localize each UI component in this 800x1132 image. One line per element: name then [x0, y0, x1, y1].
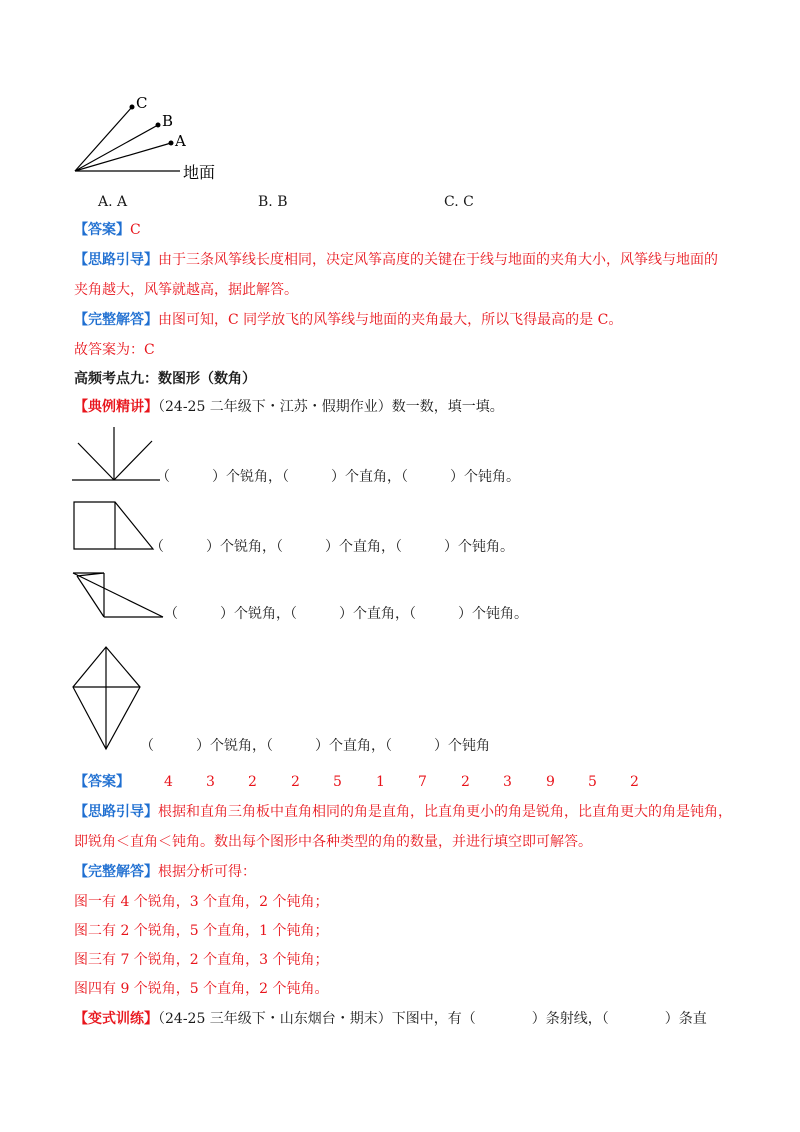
answer-1 [74, 221, 141, 239]
answer-value: 5 [333, 774, 342, 790]
label-c: C [136, 94, 148, 112]
guide-1-line1 [74, 251, 718, 269]
answer-value: 7 [418, 774, 427, 790]
variant-line [74, 1010, 707, 1028]
full-answer-1 [74, 311, 622, 329]
full-answer-tag: 【完整解答】 [74, 312, 158, 328]
label-b: B [162, 112, 174, 130]
full-answer-2-text: 根据分析可得： [158, 864, 256, 880]
blank-row-2: （ ）个锐角，（ ）个直角，（ ）个钝角。 [150, 539, 514, 555]
full-answer-2 [74, 863, 256, 881]
example-text: （24-25 二年级下・江苏・假期作业）数一数，填一填。 [158, 399, 504, 415]
full-answer-line: 图二有 2 个锐角，5 个直角，1 个钝角； [74, 923, 329, 939]
answer-value: 2 [461, 774, 470, 790]
choice-c: C. C [444, 194, 474, 210]
kite-lines-figure [70, 90, 250, 185]
full-answer-text: 由图可知，C 同学放飞的风筝线与地面的夹角最大，所以飞得最高的是 C。 [158, 312, 623, 328]
answer-value: 3 [503, 774, 512, 790]
figure-3-triangles [70, 570, 170, 622]
answer-value: 1 [376, 774, 385, 790]
answer-text: C [130, 222, 141, 238]
variant-tag: 【变式训练】 [74, 1011, 158, 1027]
answer-tag: 【答案】 [74, 222, 130, 238]
guide-text: 由于三条风筝线长度相同，决定风筝高度的关键在于线与地面的夹角大小，风筝线与地面的 [158, 252, 718, 268]
answer-value: 5 [588, 774, 597, 790]
figure-4-kite [70, 645, 145, 753]
blank-row-3: （ ）个锐角，（ ）个直角，（ ）个钝角。 [164, 606, 528, 622]
answer-value: 4 [164, 774, 173, 790]
answer-value: 2 [291, 774, 300, 790]
figure-2-trapezoid [70, 497, 160, 555]
example-header [74, 398, 504, 416]
answer-value: 9 [546, 774, 555, 790]
choice-a: A. A [98, 194, 128, 210]
guide-2-line2: 即锐角＜直角＜钝角。数出每个图形中各种类型的角的数量，并进行填空即可解答。 [74, 834, 592, 850]
label-a: A [175, 132, 186, 150]
answer-value: 2 [248, 774, 257, 790]
full-answer-line: 图一有 4 个锐角，3 个直角，2 个钝角； [74, 894, 329, 910]
answer-value: 3 [206, 774, 215, 790]
conclusion-1: 故答案为：C [74, 342, 155, 358]
guide-1-line2: 夹角越大，风筝就越高，据此解答。 [74, 282, 298, 298]
section-title: 高频考点九：数图形（数角） [74, 371, 256, 387]
choice-b: B. B [258, 194, 288, 210]
answer-2-tag: 【答案】 [74, 774, 130, 790]
guide-2-line1 [74, 803, 732, 821]
guide-2-tag: 【思路引导】 [74, 804, 158, 820]
blank-row-4: （ ）个锐角，（ ）个直角，（ ）个钝角 [140, 738, 490, 754]
variant-text: （24-25 三年级下・山东烟台・期末）下图中，有（ ）条射线，（ ）条直 [158, 1011, 707, 1027]
answer-value: 2 [630, 774, 639, 790]
full-answer-line: 图四有 9 个锐角，5 个直角，2 个钝角。 [74, 981, 329, 997]
example-tag: 【典例精讲】 [74, 399, 158, 415]
ground-label: 地面 [183, 163, 216, 182]
blank-row-1: （ ）个锐角，（ ）个直角，（ ）个钝角。 [156, 469, 520, 485]
full-answer-2-tag: 【完整解答】 [74, 864, 158, 880]
figure-1-fan [70, 425, 165, 485]
guide-2-text: 根据和直角三角板中直角相同的角是直角，比直角更小的角是锐角，比直角更大的角是钝角， [158, 804, 732, 820]
guide-tag: 【思路引导】 [74, 252, 158, 268]
full-answer-line: 图三有 7 个锐角，2 个直角，3 个钝角； [74, 952, 329, 968]
